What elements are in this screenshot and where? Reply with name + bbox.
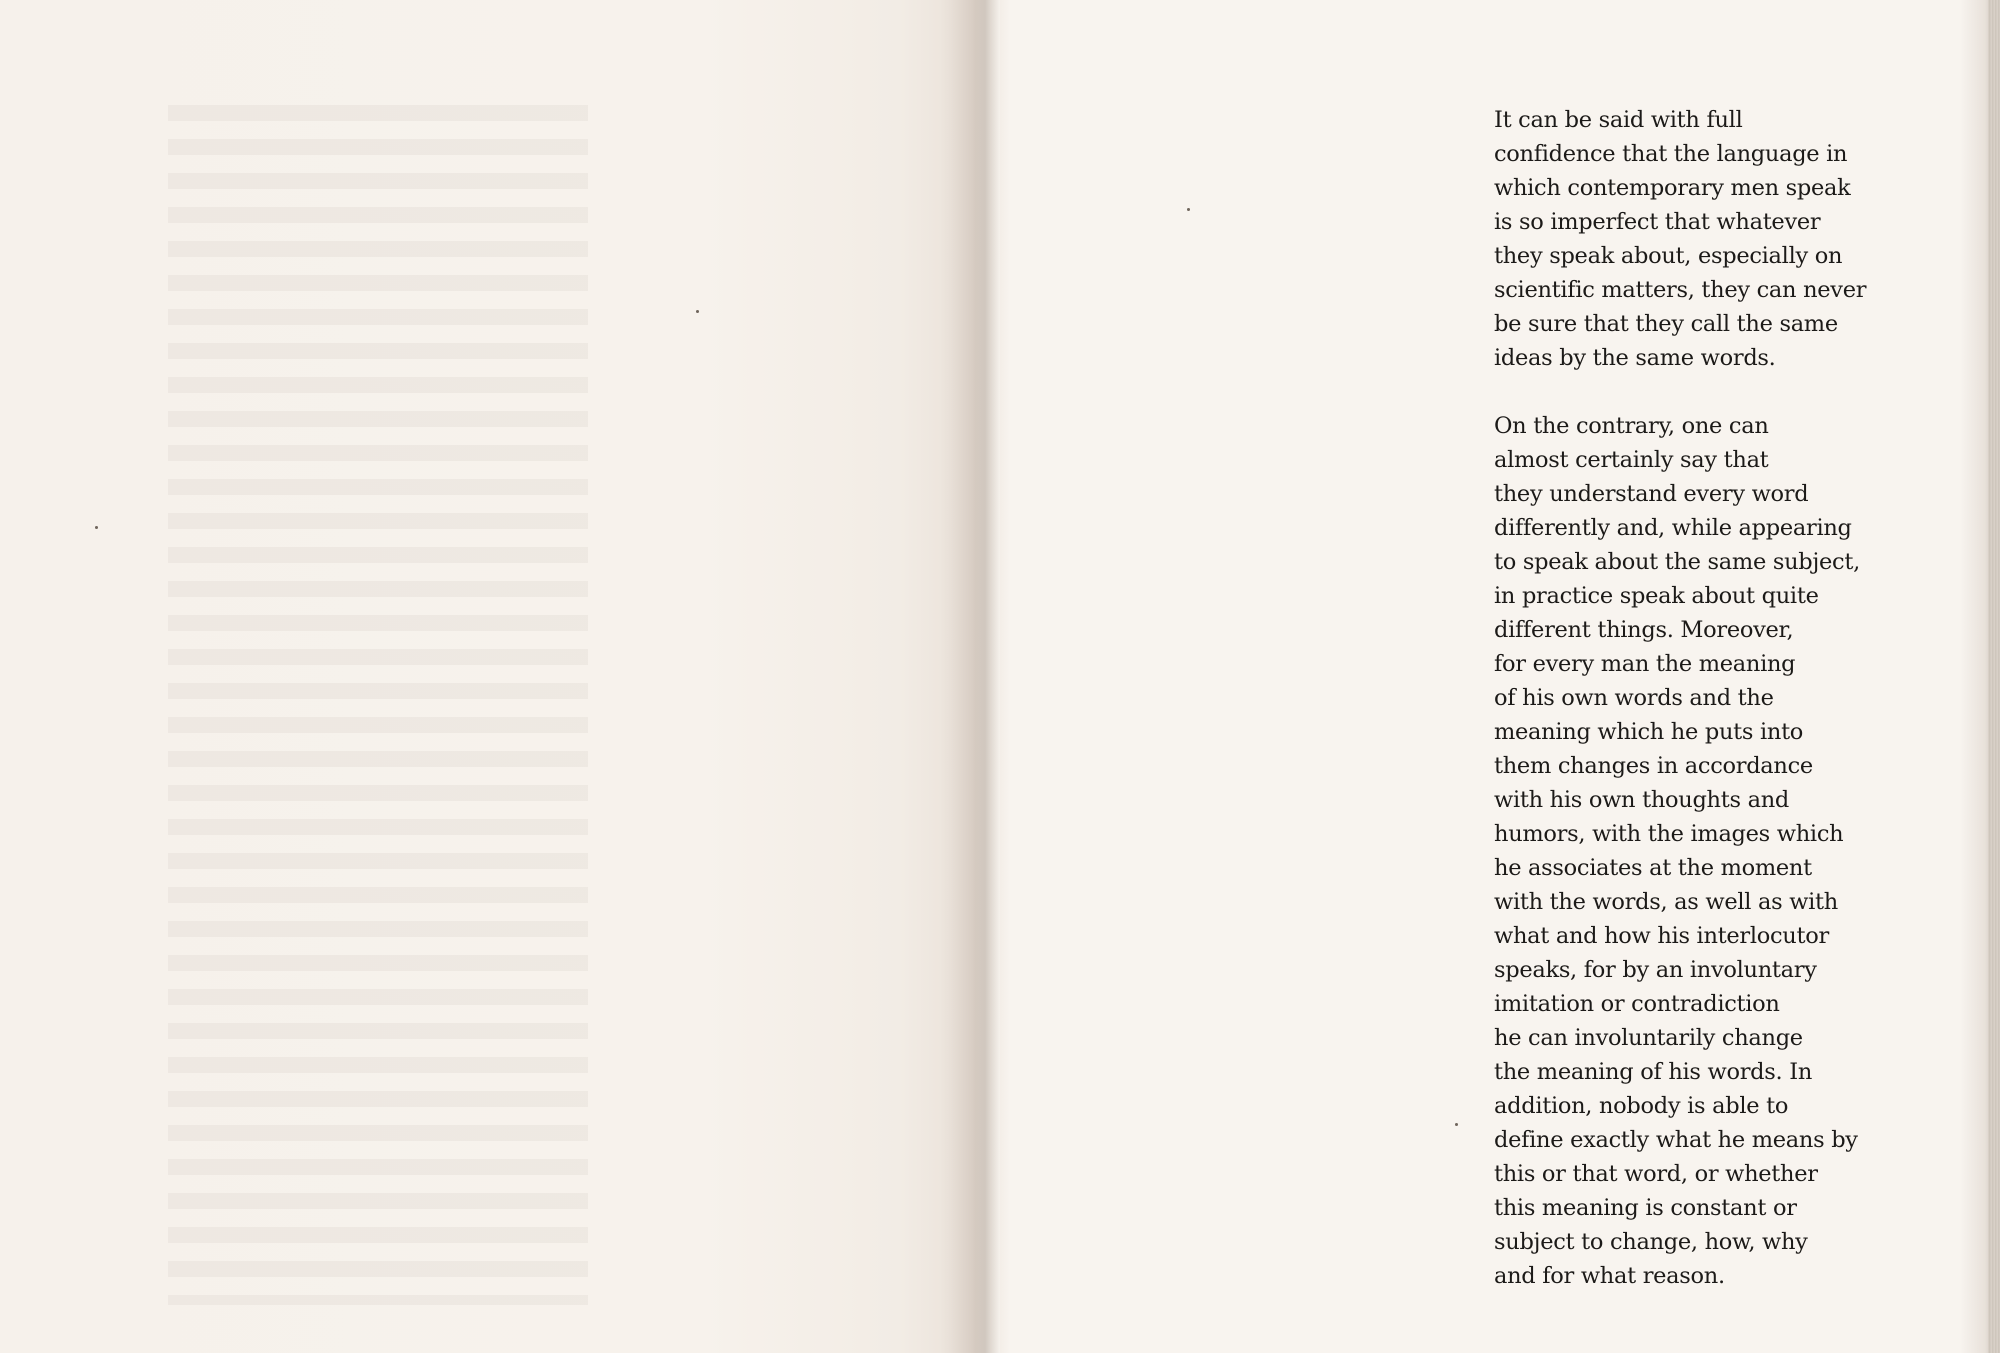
text-line: this meaning is constant or xyxy=(1494,1195,1797,1221)
text-line: for every man the meaning xyxy=(1494,651,1796,677)
text-line: define exactly what he means by xyxy=(1494,1127,1858,1153)
text-line: which contemporary men speak xyxy=(1494,175,1851,201)
text-line: subject to change, how, why xyxy=(1494,1229,1808,1255)
paragraph-1 xyxy=(1494,103,1904,375)
paper-speck xyxy=(95,526,98,529)
text-line: addition, nobody is able to xyxy=(1494,1093,1789,1119)
text-line: he associates at the moment xyxy=(1494,855,1812,881)
text-line: It can be said with full xyxy=(1494,107,1743,133)
text-line: they speak about, especially on xyxy=(1494,243,1843,269)
text-line: them changes in accordance xyxy=(1494,753,1813,779)
text-line: the meaning of his words. In xyxy=(1494,1059,1813,1085)
text-line: imitation or contradiction xyxy=(1494,991,1780,1017)
text-line: confidence that the language in xyxy=(1494,141,1848,167)
text-line: in practice speak about quite xyxy=(1494,583,1819,609)
show-through-text xyxy=(168,105,588,1305)
text-line: almost certainly say that xyxy=(1494,447,1769,473)
text-line: of his own words and the xyxy=(1494,685,1774,711)
paper-speck xyxy=(696,310,699,313)
paper-speck xyxy=(1455,1123,1458,1126)
left-page xyxy=(0,0,985,1353)
text-line: different things. Moreover, xyxy=(1494,617,1794,643)
text-line: be sure that they call the same xyxy=(1494,311,1838,337)
text-line: what and how his interlocutor xyxy=(1494,923,1829,949)
text-line: meaning which he puts into xyxy=(1494,719,1804,745)
page-edge xyxy=(1988,0,2000,1353)
text-line: ideas by the same words. xyxy=(1494,345,1776,371)
body-text xyxy=(1494,103,1904,1293)
text-line: scientific matters, they can never xyxy=(1494,277,1867,303)
text-line: they understand every word xyxy=(1494,481,1809,507)
text-line: is so imperfect that whatever xyxy=(1494,209,1821,235)
text-line: speaks, for by an involuntary xyxy=(1494,957,1817,983)
text-line: differently and, while appearing xyxy=(1494,515,1852,541)
paragraph-spacing xyxy=(1494,375,1904,409)
text-line: humors, with the images which xyxy=(1494,821,1844,847)
text-line: and for what reason. xyxy=(1494,1263,1725,1289)
text-line: he can involuntarily change xyxy=(1494,1025,1803,1051)
paper-speck xyxy=(1187,208,1190,211)
text-line: this or that word, or whether xyxy=(1494,1161,1818,1187)
text-line: to speak about the same subject, xyxy=(1494,549,1860,575)
text-line: with his own thoughts and xyxy=(1494,787,1789,813)
text-line: On the contrary, one can xyxy=(1494,413,1769,439)
paragraph-2 xyxy=(1494,409,1904,1293)
text-line: with the words, as well as with xyxy=(1494,889,1838,915)
